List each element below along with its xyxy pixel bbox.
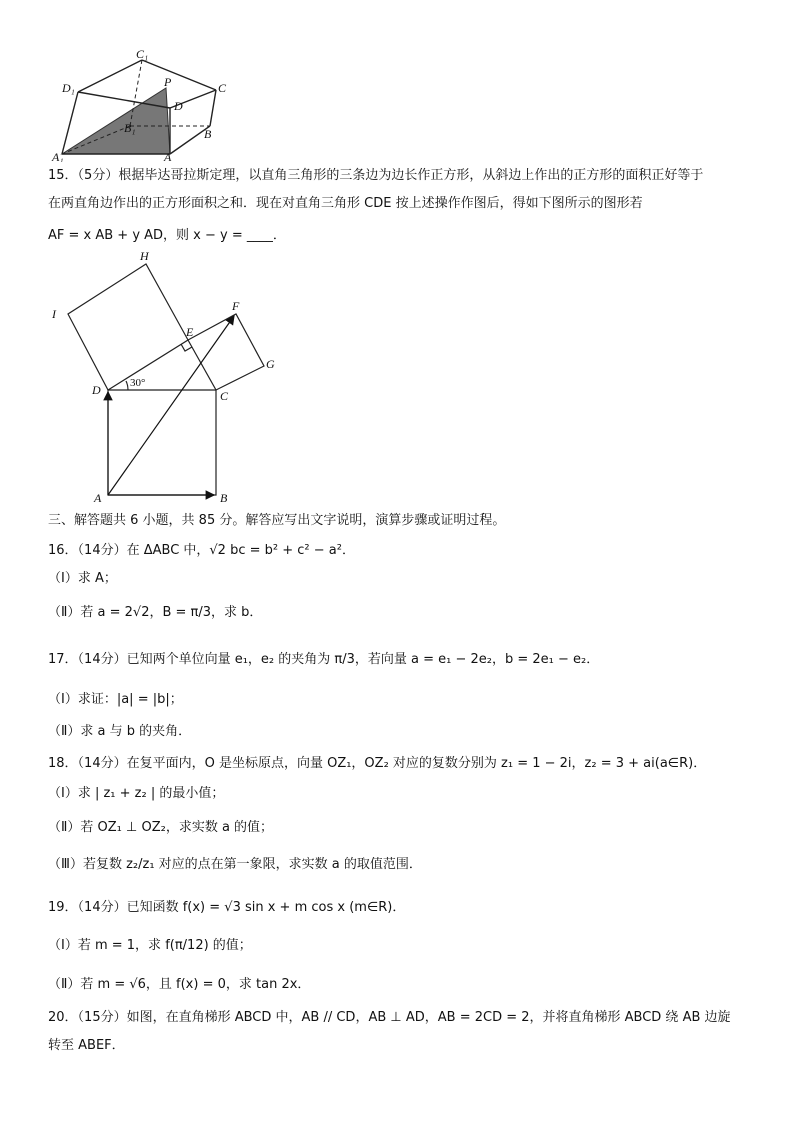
q19-part-2: （Ⅱ）若 m = √6，且 f(x) = 0，求 tan 2x．	[48, 977, 311, 992]
label-h: H	[140, 250, 149, 263]
q17-stem: 17．（14分）已知两个单位向量 e₁，e₂ 的夹角为 π/3，若向量 a = e₁ − 2e₂，b = 2e₁ − e₂．	[48, 652, 600, 667]
q19-part-1: （Ⅰ）若 m = 1，求 f(π/12) 的值；	[48, 938, 252, 953]
q15-line-2: 在两直角边作出的正方形面积之和．现在对直角三角形 CDE 按上述操作作图后，得如下图所示的图形若	[48, 196, 643, 211]
q17-part-1: （Ⅰ）求证：|a| = |b|；	[48, 692, 183, 707]
label-c: C	[220, 389, 229, 403]
label-g: G	[266, 357, 275, 371]
pythagoras-figure	[40, 250, 290, 512]
section-three-header: 三、解答题共 6 小题，共 85 分。解答应写出文字说明，演算步骤或证明过程。	[48, 513, 506, 528]
label-a1: A₁	[52, 150, 64, 162]
q18-part-1: （Ⅰ）求 | z₁ + z₂ | 的最小值；	[48, 786, 225, 801]
prism-figure	[50, 46, 250, 162]
q15-line-3: AF = x AB + y AD，则 x − y = ____．	[48, 228, 286, 243]
label-p: P	[164, 75, 172, 89]
label-i: I	[52, 307, 56, 321]
label-b: B	[204, 127, 212, 141]
q18-part-3: （Ⅲ）若复数 z₂/z₁ 对应的点在第一象限，求实数 a 的取值范围．	[48, 857, 422, 872]
q17-part-2: （Ⅱ）求 a 与 b 的夹角．	[48, 724, 192, 739]
label-c1: C₁	[136, 47, 149, 61]
label-a: A	[164, 150, 172, 162]
angle-label: 30°	[130, 377, 146, 389]
q16-stem: 16．（14分）在 ΔABC 中，√2 bc = b² + c² − a²．	[48, 543, 355, 558]
label-c: C	[218, 81, 227, 95]
q19-stem: 19．（14分）已知函数 f(x) = √3 sin x + m cos x (m∈R)．	[48, 900, 406, 915]
label-e: E	[186, 325, 194, 339]
q18-part-2: （Ⅱ）若 OZ₁ ⊥ OZ₂，求实数 a 的值；	[48, 820, 274, 835]
label-d: D	[174, 99, 183, 113]
label-d1: D₁	[62, 81, 75, 95]
label-f: F	[232, 299, 240, 313]
vector-af	[108, 316, 234, 495]
q18-stem: 18．（14分）在复平面内，O 是坐标原点，向量 OZ₁，OZ₂ 对应的复数分别为 z₁ = 1 − 2i，z₂ = 3 + ai(a∈R)．	[48, 756, 707, 771]
label-d: D	[92, 383, 101, 397]
label-b1: B₁	[124, 121, 136, 135]
label-a: A	[94, 491, 102, 505]
label-b: B	[220, 491, 228, 505]
q16-part-1: （Ⅰ）求 A；	[48, 571, 117, 586]
q16-part-2: （Ⅱ）若 a = 2√2，B = π/3，求 b．	[48, 605, 263, 620]
q20-stem-2: 转至 ABEF．	[48, 1038, 125, 1053]
q20-stem-1: 20．（15分）如图，在直角梯形 ABCD 中，AB // CD，AB ⊥ AD，AB = 2CD = 2，并将直角梯形 ABCD 绕 AB 边旋	[48, 1010, 731, 1025]
q15-line-1: 15．（5分）根据毕达哥拉斯定理，以直角三角形的三条边为边长作正方形，从斜边上作出的正方形的面积正好等于	[48, 168, 704, 183]
